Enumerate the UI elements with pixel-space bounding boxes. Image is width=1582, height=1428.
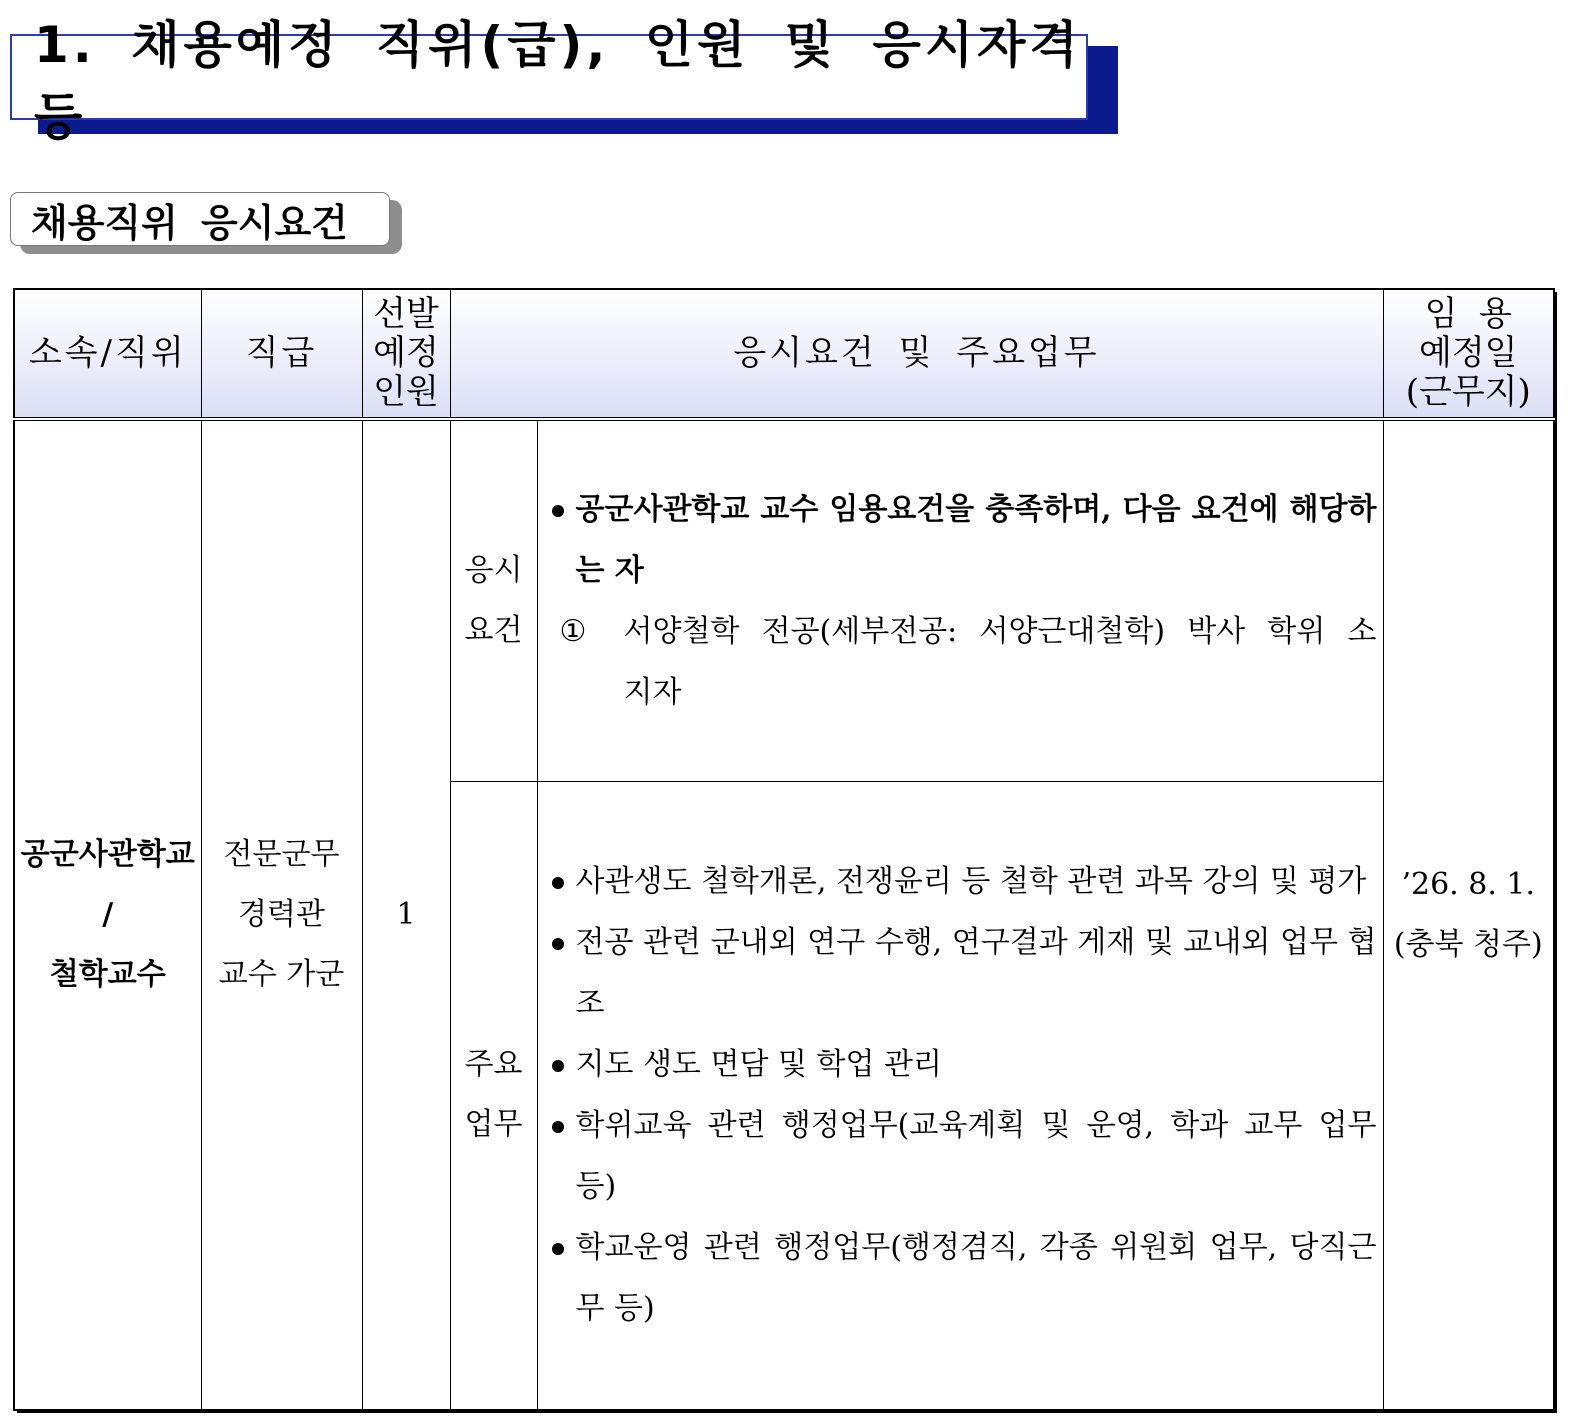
- work-location: (충북 청주): [1393, 927, 1543, 962]
- header-grade: 직급: [201, 289, 362, 419]
- eligibility-intro: 공군사관학교 교수 임용요건을 충족하며, 다음 요건에 해당하는 자: [550, 479, 1377, 601]
- grade-cell: 전문군무 경력관 교수 가군: [201, 419, 362, 1410]
- duty-item: 지도 생도 면담 및 학업 관리: [550, 1034, 1377, 1095]
- title-box: [10, 16, 1088, 146]
- appointment-date: ’26. 8. 1.: [1401, 867, 1536, 902]
- header-position: 소속/직위: [14, 289, 201, 419]
- eligibility-item-text: 서양철학 전공(세부전공: 서양근대철학) 박사 학위 소지자: [623, 613, 1377, 710]
- duties-content: [537, 781, 1383, 1410]
- header-count: 선발 예정 인원: [362, 289, 450, 419]
- count-cell: 1: [362, 419, 450, 1410]
- position-cell: 공군사관학교 / 철학교수: [14, 419, 201, 1410]
- eligibility-label: 응시 요건: [450, 419, 537, 781]
- duty-item: 학위교육 관련 행정업무(교육계획 및 운영, 학과 교무 업무 등): [550, 1095, 1377, 1217]
- duty-item: 사관생도 철학개론, 전쟁윤리 등 철학 관련 과목 강의 및 평가: [550, 851, 1377, 912]
- duty-item: 전공 관련 군내외 연구 수행, 연구결과 게재 및 교내외 업무 협조: [550, 912, 1377, 1034]
- recruitment-table: [13, 288, 1555, 1411]
- date-cell: [1383, 419, 1554, 1410]
- eligibility-item-mark: ①: [559, 613, 587, 649]
- table-header-row: [14, 289, 1554, 419]
- header-requirements: 응시요건 및 주요업무: [450, 289, 1383, 419]
- duty-item: 학교운영 관련 행정업무(행정겸직, 각종 위원회 업무, 당직근무 등): [550, 1217, 1377, 1339]
- section-subtitle: 채용직위 응시요건: [31, 200, 348, 245]
- eligibility-item: [550, 601, 1377, 723]
- header-date: 임 용 예정일 (근무지): [1383, 289, 1554, 419]
- duties-label: 주요 업무: [450, 781, 537, 1410]
- table-row: [14, 419, 1554, 781]
- eligibility-content: [537, 419, 1383, 781]
- subtitle-box: [10, 192, 390, 246]
- page-title: 1. 채용예정 직위(급), 인원 및 응시자격 등: [34, 16, 1082, 146]
